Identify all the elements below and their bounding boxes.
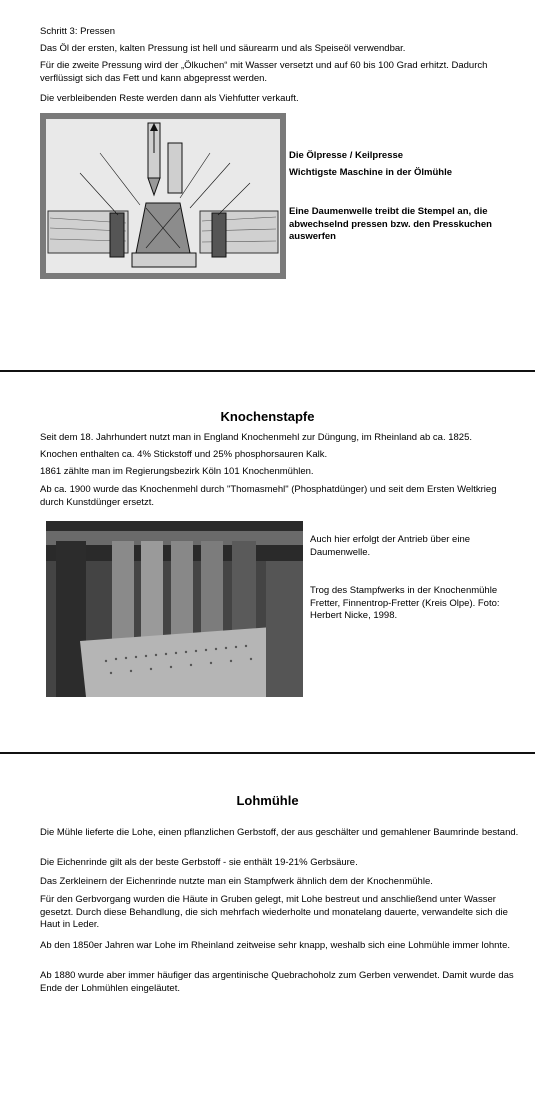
paragraph: Die verbleibenden Reste werden dann als Viehfutter verkauft.: [40, 93, 299, 104]
caption-subtitle: Wichtigste Maschine in der Ölmühle: [289, 167, 453, 178]
paragraph: Das Zerkleinern der Eichenrinde nutzte man ein Stampfwerk ähnlich dem der Knochenmühle.: [40, 876, 433, 887]
paragraph: Die Mühle lieferte die Lohe, einen pflanzlichen Gerbstoff, der aus geschälter und gemahlener Baumrinde bestand.: [40, 827, 519, 838]
paragraph: Das Öl der ersten, kalten Pressung ist hell und säurearm und als Speiseöl verwendbar.: [40, 43, 406, 54]
paragraph: Seit dem 18. Jahrhundert nutzt man in England Knochenmehl zur Düngung, im Rheinland ab ca. 1825.: [40, 432, 472, 443]
section-title: Lohmühle: [236, 793, 299, 808]
caption-drive: Auch hier erfolgt der Antrieb über eine Daumenwelle.: [310, 534, 471, 558]
section-divider: [0, 752, 535, 754]
paragraph: Ab ca. 1900 wurde das Knochenmehl durch "Thomasmehl" (Phosphatdünger) und seit dem Ersten Weltkrieg durch Kunstdünger ersetzt.: [40, 484, 497, 508]
caption-description: Eine Daumenwelle treibt die Stempel an, die abwechselnd pressen bzw. den Presskuchen auswerfen: [289, 206, 492, 242]
caption-photo-credit: Trog des Stampfwerks in der Knochenmühle Fretter, Finnentrop-Fretter (Kreis Olpe). Foto: Herbert Nicke, 1998.: [310, 585, 500, 621]
oil-press-drawing: [40, 113, 286, 279]
paragraph: Knochen enthalten ca. 4% Stickstoff und 25% phosphorsauren Kalk.: [40, 449, 328, 460]
stamp-mill-photo: [46, 521, 303, 697]
paragraph: 1861 zählte man im Regierungsbezirk Köln 101 Knochenmühlen.: [40, 466, 314, 477]
paragraph: Ab 1880 wurde aber immer häufiger das argentinische Quebrachoholz zum Gerben verwendet. Damit wurde das Ende der Lohmühlen eingeläutet.: [40, 970, 514, 994]
paragraph: Für den Gerbvorgang wurden die Häute in Gruben gelegt, mit Lohe bestreut und anschließend unter Wasser gesetzt. Durch diese Behandlung, die sich mehrfach wiederholte und monatelang dauerte, verwandelte sich die Haut in Leder.: [40, 894, 508, 930]
paragraph: Für die zweite Pressung wird der „Ölkuchen“ mit Wasser versetzt und auf 60 bis 100 Grad erhitzt. Dadurch verflüssigt sich das Fett und kann abgepresst werden.: [40, 60, 488, 84]
paragraph: Die Eichenrinde gilt als der beste Gerbstoff - sie enthält 19-21% Gerbsäure.: [40, 857, 358, 868]
section-title: Knochenstapfe: [220, 409, 315, 424]
caption-title: Die Ölpresse / Keilpresse: [289, 150, 404, 161]
section-divider: [0, 370, 535, 372]
paragraph: Ab den 1850er Jahren war Lohe im Rheinland zeitweise sehr knapp, weshalb sich eine Lohmühle immer lohnte.: [40, 940, 510, 951]
step-heading: Schritt 3: Pressen: [40, 26, 115, 37]
